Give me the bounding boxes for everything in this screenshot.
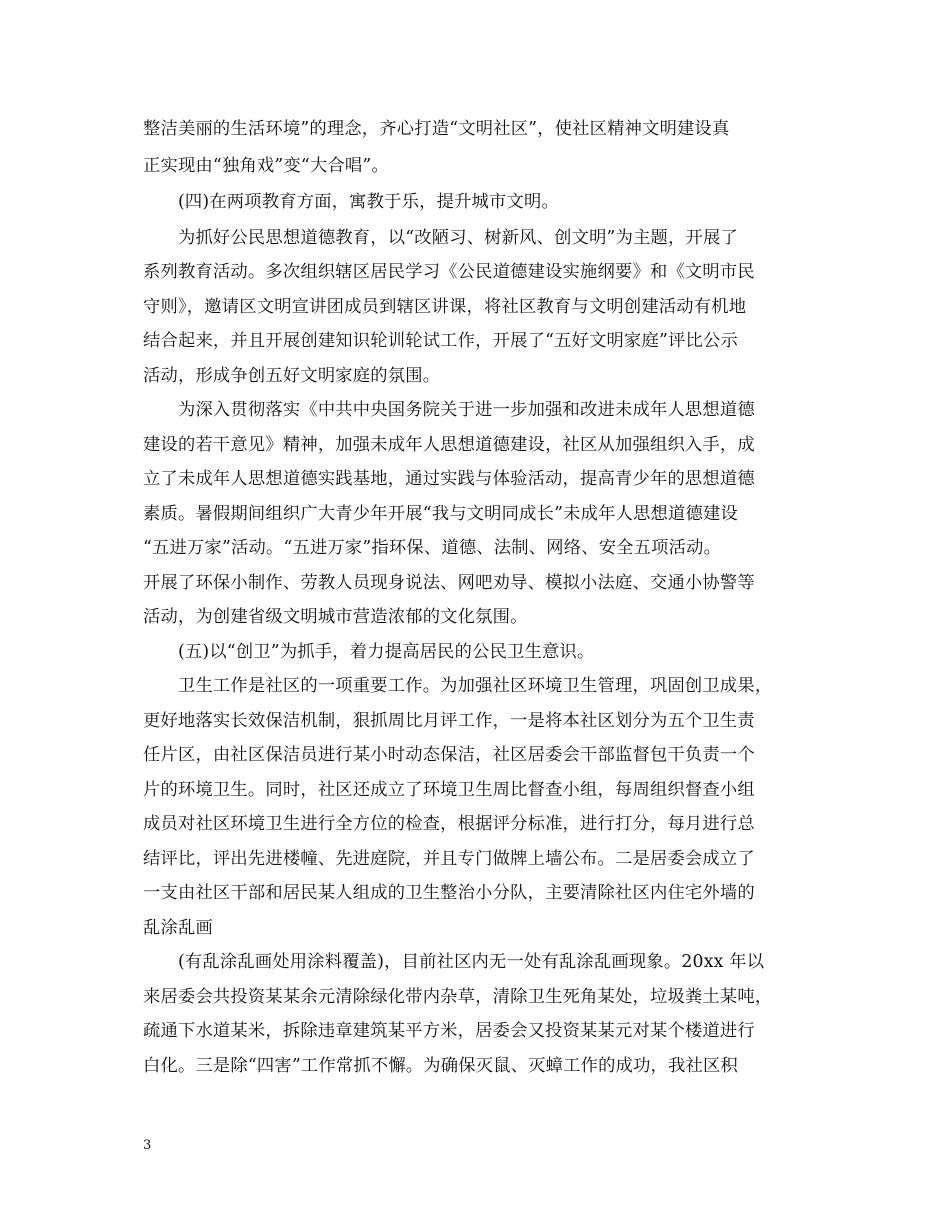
page-number: 3 bbox=[143, 1138, 152, 1153]
text-line: 系列教育活动。多次组织辖区居民学习《公民道德建设实施纲要》和《文明市民 bbox=[143, 262, 755, 282]
text-line: 疏通下水道某米，拆除违章建筑某平方米，居委会又投资某某元对某个楼道进行 bbox=[143, 1021, 755, 1041]
text-line: 一支由社区干部和居民某人组成的卫生整治小分队，主要清除社区内住宅外墙的 bbox=[143, 883, 755, 903]
text-line: 为抓好公民思想道德教育，以“改陋习、树新风、创文明”为主题，开展了 bbox=[143, 228, 738, 248]
text-line: 片的环境卫生。同时，社区还成立了环境卫生周比督查小组，每周组织督查小组 bbox=[143, 780, 755, 800]
text-line: 成员对社区环境卫生进行全方位的检查，根据评分标准，进行打分，每月进行总 bbox=[143, 814, 755, 834]
text-line: 活动，为创建省级文明城市营造浓郁的文化氛围。 bbox=[143, 607, 528, 627]
text-line: (四)在两项教育方面，寓教于乐，提升城市文明。 bbox=[143, 192, 559, 212]
text-line: 素质。暑假期间组织广大青少年开展“我与文明同成长”未成年人思想道德建设 bbox=[143, 504, 738, 524]
text-line: 活动，形成争创五好文明家庭的氛围。 bbox=[143, 366, 441, 386]
text-line: 正实现由“独角戏”变“大合唱”。 bbox=[143, 156, 389, 176]
text-line: 来居委会共投资某某余元清除绿化带内杂草，清除卫生死角某处，垃圾粪土某吨， bbox=[143, 987, 773, 1007]
text-line: “五进万家”活动。“五进万家”指环保、道德、法制、网络、安全五项活动。 bbox=[143, 538, 722, 558]
text-line: (有乱涂乱画处用涂料覆盖)，目前社区内无一处有乱涂乱画现象。20xx 年以 bbox=[143, 952, 765, 972]
text-line: 白化。三是除“四害”工作常抓不懈。为确保灭鼠、灭蟑工作的成功，我社区积 bbox=[143, 1056, 738, 1076]
text-line: 结评比，评出先进楼幢、先进庭院，并且专门做牌上墙公布。二是居委会成立了 bbox=[143, 849, 755, 869]
text-line: 整洁美丽的生活环境”的理念，齐心打造“文明社区”，使社区精神文明建设真 bbox=[143, 119, 730, 139]
text-line: 开展了环保小制作、劳教人员现身说法、网吧劝导、模拟小法庭、交通小协警等 bbox=[143, 573, 755, 593]
text-line: 结合起来，并且开展创建知识轮训轮试工作，开展了“五好文明家庭”评比公示 bbox=[143, 331, 738, 351]
text-line: 守则》，邀请区文明宣讲团成员到辖区讲课，将社区教育与文明创建活动有机地 bbox=[143, 297, 747, 317]
text-line: 乱涂乱画 bbox=[143, 918, 213, 938]
text-line: 卫生工作是社区的一项重要工作。为加强社区环境卫生管理，巩固创卫成果， bbox=[143, 676, 773, 696]
text-line: 任片区，由社区保洁员进行某小时动态保洁，社区居委会干部监督包干负责一个 bbox=[143, 745, 755, 765]
text-line: 为深入贯彻落实《中共中央国务院关于进一步加强和改进未成年人思想道德 bbox=[143, 400, 755, 420]
text-line: 建设的若干意见》精神，加强未成年人思想道德建设，社区从加强组织入手，成 bbox=[143, 435, 755, 455]
text-line: 立了未成年人思想道德实践基地，通过实践与体验活动，提高青少年的思想道德 bbox=[143, 469, 755, 489]
text-line: 更好地落实长效保洁机制，狠抓周比月评工作，一是将本社区划分为五个卫生责 bbox=[143, 711, 755, 731]
text-line: (五)以“创卫”为抓手，着力提高居民的公民卫生意识。 bbox=[143, 642, 595, 662]
